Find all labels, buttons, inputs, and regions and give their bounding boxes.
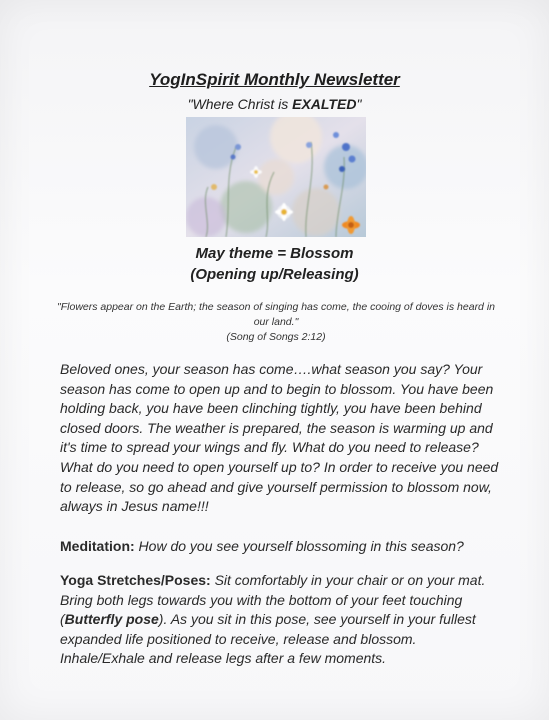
subtitle-emphasis: EXALTED — [292, 96, 357, 112]
subtitle-post: " — [356, 96, 362, 112]
body-paragraph: Beloved ones, your season has come….what season you say? Your season has come to open up and to begin to blossom. You have been holding back, you have been clinching tightly, you have been behind closed doors. The weather is prepared, the season is warming up and it's time to spread your wings and fly. What do you need to release? What do you need to open yourself up to? In order to receive you need to release, so go ahead and give yourself permission to blossom now, always in Jesus name!!! — [60, 361, 499, 515]
meditation-text: How do you see yourself blossoming in this season? — [134, 538, 464, 554]
subtitle-pre: "Where Christ is — [187, 96, 293, 112]
yoga-text-a: Sit comfortably in your chair or on your mat. Bring both legs towards you with the bottom of your feet touching ( — [60, 572, 486, 628]
quote-text: "Flowers appear on the Earth; the season of singing has come, the cooing of doves is heard in our land." — [57, 301, 495, 328]
theme-line: May theme = Blossom — [195, 245, 354, 262]
wildflower-photo — [186, 117, 366, 237]
meditation-label: Meditation: — [60, 538, 135, 554]
scripture-quote — [56, 300, 496, 345]
yoga-section — [60, 571, 500, 669]
wildflower-illustration — [186, 117, 366, 237]
newsletter-title: YogInSpirit Monthly Newsletter — [149, 70, 400, 89]
theme-subline: (Opening up/Releasing) — [190, 266, 359, 283]
quote-citation: (Song of Songs 2:12) — [226, 331, 326, 343]
yoga-text-b: ). As you sit in this pose, see yourself in your fullest expanded life positioned to receive, release and blossom. Inhale/Exhale and release legs after a few moments. — [60, 611, 476, 667]
yoga-label: Yoga Stretches/Poses: — [60, 572, 211, 588]
newsletter-subtitle — [0, 96, 549, 112]
yoga-pose-name: Butterfly pose — [64, 611, 159, 628]
meditation-section — [60, 537, 500, 556]
monthly-theme — [0, 243, 549, 285]
